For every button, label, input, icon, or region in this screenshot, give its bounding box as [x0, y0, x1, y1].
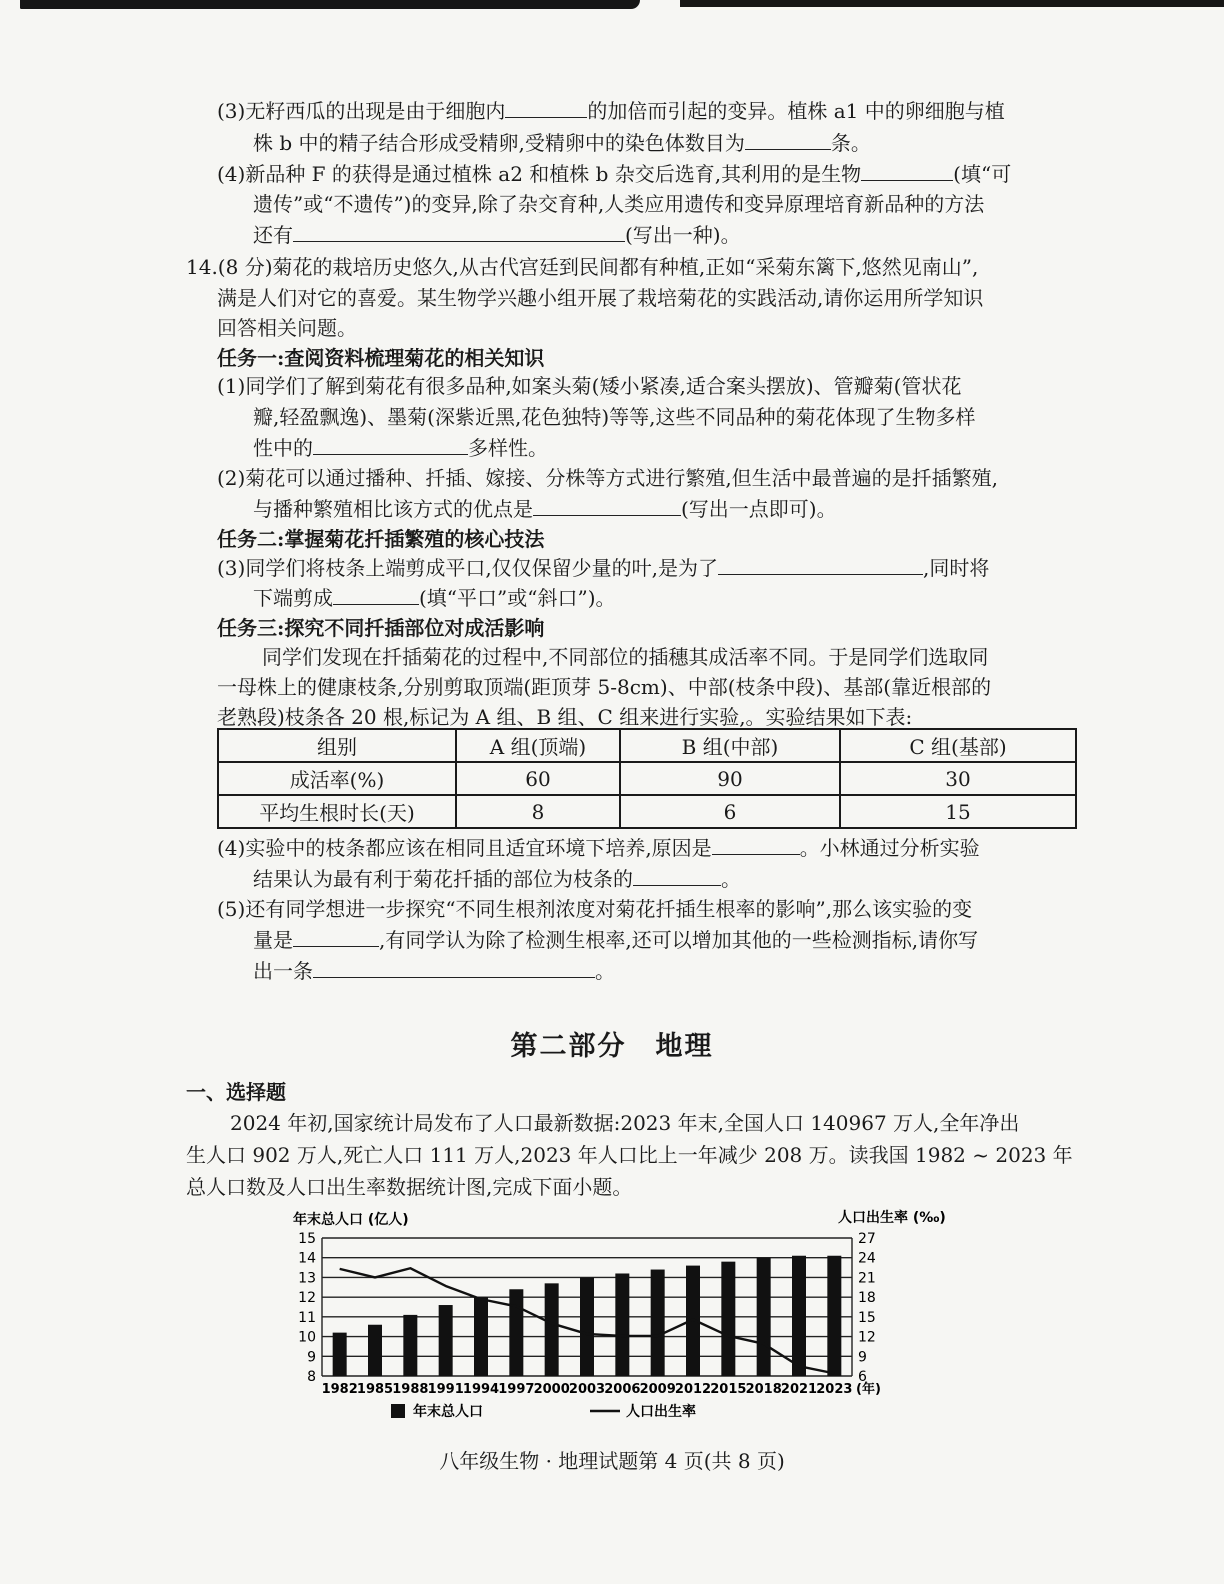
left-tick-label: 9: [307, 1349, 316, 1366]
bar-mark: [333, 1333, 347, 1376]
right-tick-label: 9: [858, 1349, 867, 1366]
legend-line-label: 人口出生率: [626, 1404, 696, 1420]
table-cell: 8: [456, 795, 620, 828]
q14-p3-line-2: 下端剪成 (填“平口”或“斜口”)。: [253, 586, 616, 610]
right-tick-label: 21: [858, 1270, 876, 1287]
task-2-heading: 任务二:掌握菊花扦插繁殖的核心技法: [217, 527, 545, 551]
left-tick-label: 8: [307, 1369, 316, 1385]
table-header-cell: C 组(基部): [840, 729, 1076, 762]
q14-p2-line-1: (2)菊花可以通过播种、扦插、嫁接、分株等方式进行繁殖,但生活中最普遍的是扦插繁殖,: [217, 466, 999, 490]
x-tick-label: 1997: [498, 1382, 535, 1397]
right-tick-label: 6: [858, 1369, 867, 1385]
table-header-cell: 组别: [218, 729, 456, 762]
q14-p4-line-1: (4)实验中的枝条都应该在相同且适宜环境下培养,原因是 。小林通过分析实验: [217, 836, 980, 860]
q13-line-5: 还有 (写出一种)。: [253, 223, 741, 247]
part-title: 第二部分 地理: [510, 1031, 714, 1062]
table-header-cell: B 组(中部): [620, 729, 840, 762]
bar-mark: [403, 1315, 417, 1376]
q14-p3-line-1: (3)同学们将枝条上端剪成平口,仅仅保留少量的叶,是为了 ,同时将: [217, 556, 990, 580]
table-header-cell: A 组(顶端): [456, 729, 620, 762]
left-tick-label: 15: [298, 1231, 316, 1247]
task-1-heading: 任务一:查阅资料梳理菊花的相关知识: [217, 346, 545, 370]
q14-p1-line-1: (1)同学们了解到菊花有很多品种,如案头菊(矮小紧凑,适合案头摆放)、管瓣菊(管状花: [217, 374, 962, 398]
x-tick-label: 2012: [674, 1382, 712, 1397]
table-cell: 60: [456, 762, 620, 795]
q14-intro-1: 14.(8 分)菊花的栽培历史悠久,从古代宫廷到民间都有种植,正如“采菊东篱下,悠然见南山”,: [186, 255, 979, 279]
page-footer: 八年级生物 · 地理试题第 4 页(共 8 页): [439, 1449, 785, 1473]
left-tick-label: 11: [298, 1309, 316, 1326]
x-tick-label: 1985: [356, 1382, 394, 1397]
geo-intro-2: 生人口 902 万人,死亡人口 111 万人,2023 年人口比上一年减少 208 万。读我国 1982 ~ 2023 年: [186, 1143, 1073, 1167]
bar-mark: [721, 1262, 735, 1376]
left-axis-label: 年末总人口 (亿人): [293, 1212, 409, 1228]
bar-mark: [580, 1277, 594, 1376]
x-tick-label: 2003: [568, 1382, 606, 1397]
q14-p1-line-2: 瓣,轻盈飘逸)、墨菊(深紫近黑,花色独特)等等,这些不同品种的菊花体现了生物多样: [253, 405, 976, 429]
bar-mark: [545, 1283, 559, 1376]
table-cell: 6: [620, 795, 840, 828]
x-tick-label: 1994: [462, 1382, 500, 1397]
task-3-heading: 任务三:探究不同扦插部位对成活影响: [217, 616, 545, 640]
section-heading: 一、选择题: [186, 1080, 286, 1104]
table-cell: 平均生根时长(天): [218, 795, 456, 828]
left-tick-label: 10: [298, 1329, 316, 1346]
q13-line-4: 遗传”或“不遗传”)的变异,除了杂交育种,人类应用遗传和变异原理培育新品种的方法: [253, 192, 985, 216]
x-tick-label: 1991: [427, 1382, 464, 1397]
q14-p2-line-2: 与播种繁殖相比该方式的优点是 (写出一点即可)。: [253, 497, 837, 521]
table-cell: 15: [840, 795, 1076, 828]
bar-mark: [439, 1305, 453, 1376]
q13-line-2: 株 b 中的精子结合形成受精卵,受精卵中的染色体数目为 条。: [253, 131, 871, 155]
x-axis-unit: (年): [856, 1382, 881, 1397]
experiment-text-2: 一母株上的健康枝条,分别剪取顶端(距顶芽 5-8cm)、中部(枝条中段)、基部(靠近根部的: [217, 675, 992, 699]
table-cell: 30: [840, 762, 1076, 795]
right-axis-label: 人口出生率 (‰): [838, 1210, 946, 1226]
x-tick-label: 1982: [321, 1382, 358, 1397]
right-tick-label: 24: [858, 1250, 876, 1267]
bar-mark: [827, 1256, 841, 1376]
left-tick-label: 13: [298, 1270, 316, 1287]
bar-mark: [509, 1289, 523, 1376]
x-tick-label: 2021: [780, 1382, 818, 1397]
right-tick-label: 12: [858, 1329, 876, 1346]
q14-p4-line-2: 结果认为最有利于菊花扦插的部位为枝条的 。: [253, 867, 741, 891]
bar-series: [333, 1256, 842, 1376]
x-tick-label: 2015: [710, 1382, 747, 1397]
bar-mark: [474, 1297, 488, 1376]
table-cell: 90: [620, 762, 840, 795]
bar-mark: [792, 1256, 806, 1376]
right-tick-label: 27: [858, 1231, 876, 1247]
right-tick-label: 18: [858, 1290, 876, 1307]
right-tick-label: 15: [858, 1309, 876, 1326]
q14-p5-line-1: (5)还有同学想进一步探究“不同生根剂浓度对菊花扦插生根率的影响”,那么该实验的变: [217, 897, 973, 921]
q14-p5-line-3: 出一条 。: [253, 959, 615, 983]
x-tick-label: 2018: [745, 1382, 782, 1397]
x-tick-label: 2000: [533, 1382, 570, 1397]
q14-intro-2: 满是人们对它的喜爱。某生物学兴趣小组开展了栽培菊花的实践活动,请你运用所学知识: [217, 286, 984, 310]
bar-mark: [615, 1273, 629, 1376]
q13-line-3: (4)新品种 F 的获得是通过植株 a2 和植株 b 杂交后选育,其利用的是生物 (填“可: [217, 162, 1012, 186]
q13-line-1: (3)无籽西瓜的出现是由于细胞内 的加倍而引起的变异。植株 a1 中的卵细胞与植: [217, 99, 1005, 123]
experiment-text-1: 同学们发现在扦插菊花的过程中,不同部位的插穗其成活率不同。于是同学们选取同: [262, 645, 989, 669]
x-tick-label: 2009: [639, 1382, 676, 1397]
q14-p5-line-2: 量是 ,有同学认为除了检测生根率,还可以增加其他的一些检测指标,请你写: [253, 928, 979, 952]
bar-mark: [651, 1270, 665, 1376]
geo-intro-3: 总人口数及人口出生率数据统计图,完成下面小题。: [186, 1175, 633, 1199]
bar-mark: [757, 1258, 771, 1376]
q14-p1-line-3: 性中的 多样性。: [253, 436, 548, 460]
bar-mark: [368, 1325, 382, 1376]
left-tick-label: 12: [298, 1290, 316, 1307]
x-tick-label: 2006: [604, 1382, 641, 1397]
geo-intro-1: 2024 年初,国家统计局发布了人口最新数据:2023 年末,全国人口 140967 万人,全年净出: [230, 1111, 1020, 1135]
left-tick-label: 14: [298, 1250, 316, 1267]
x-tick-label: 1988: [392, 1382, 429, 1397]
experiment-text-3: 老熟段)枝条各 20 根,标记为 A 组、B 组、C 组来进行实验,。实验结果如下表:: [217, 705, 913, 729]
legend-bar-swatch: [391, 1404, 405, 1418]
x-tick-label: 2023: [816, 1382, 853, 1397]
table-cell: 成活率(%): [218, 762, 456, 795]
q14-intro-3: 回答相关问题。: [217, 316, 357, 340]
legend-bar-label: 年末总人口: [413, 1404, 483, 1420]
